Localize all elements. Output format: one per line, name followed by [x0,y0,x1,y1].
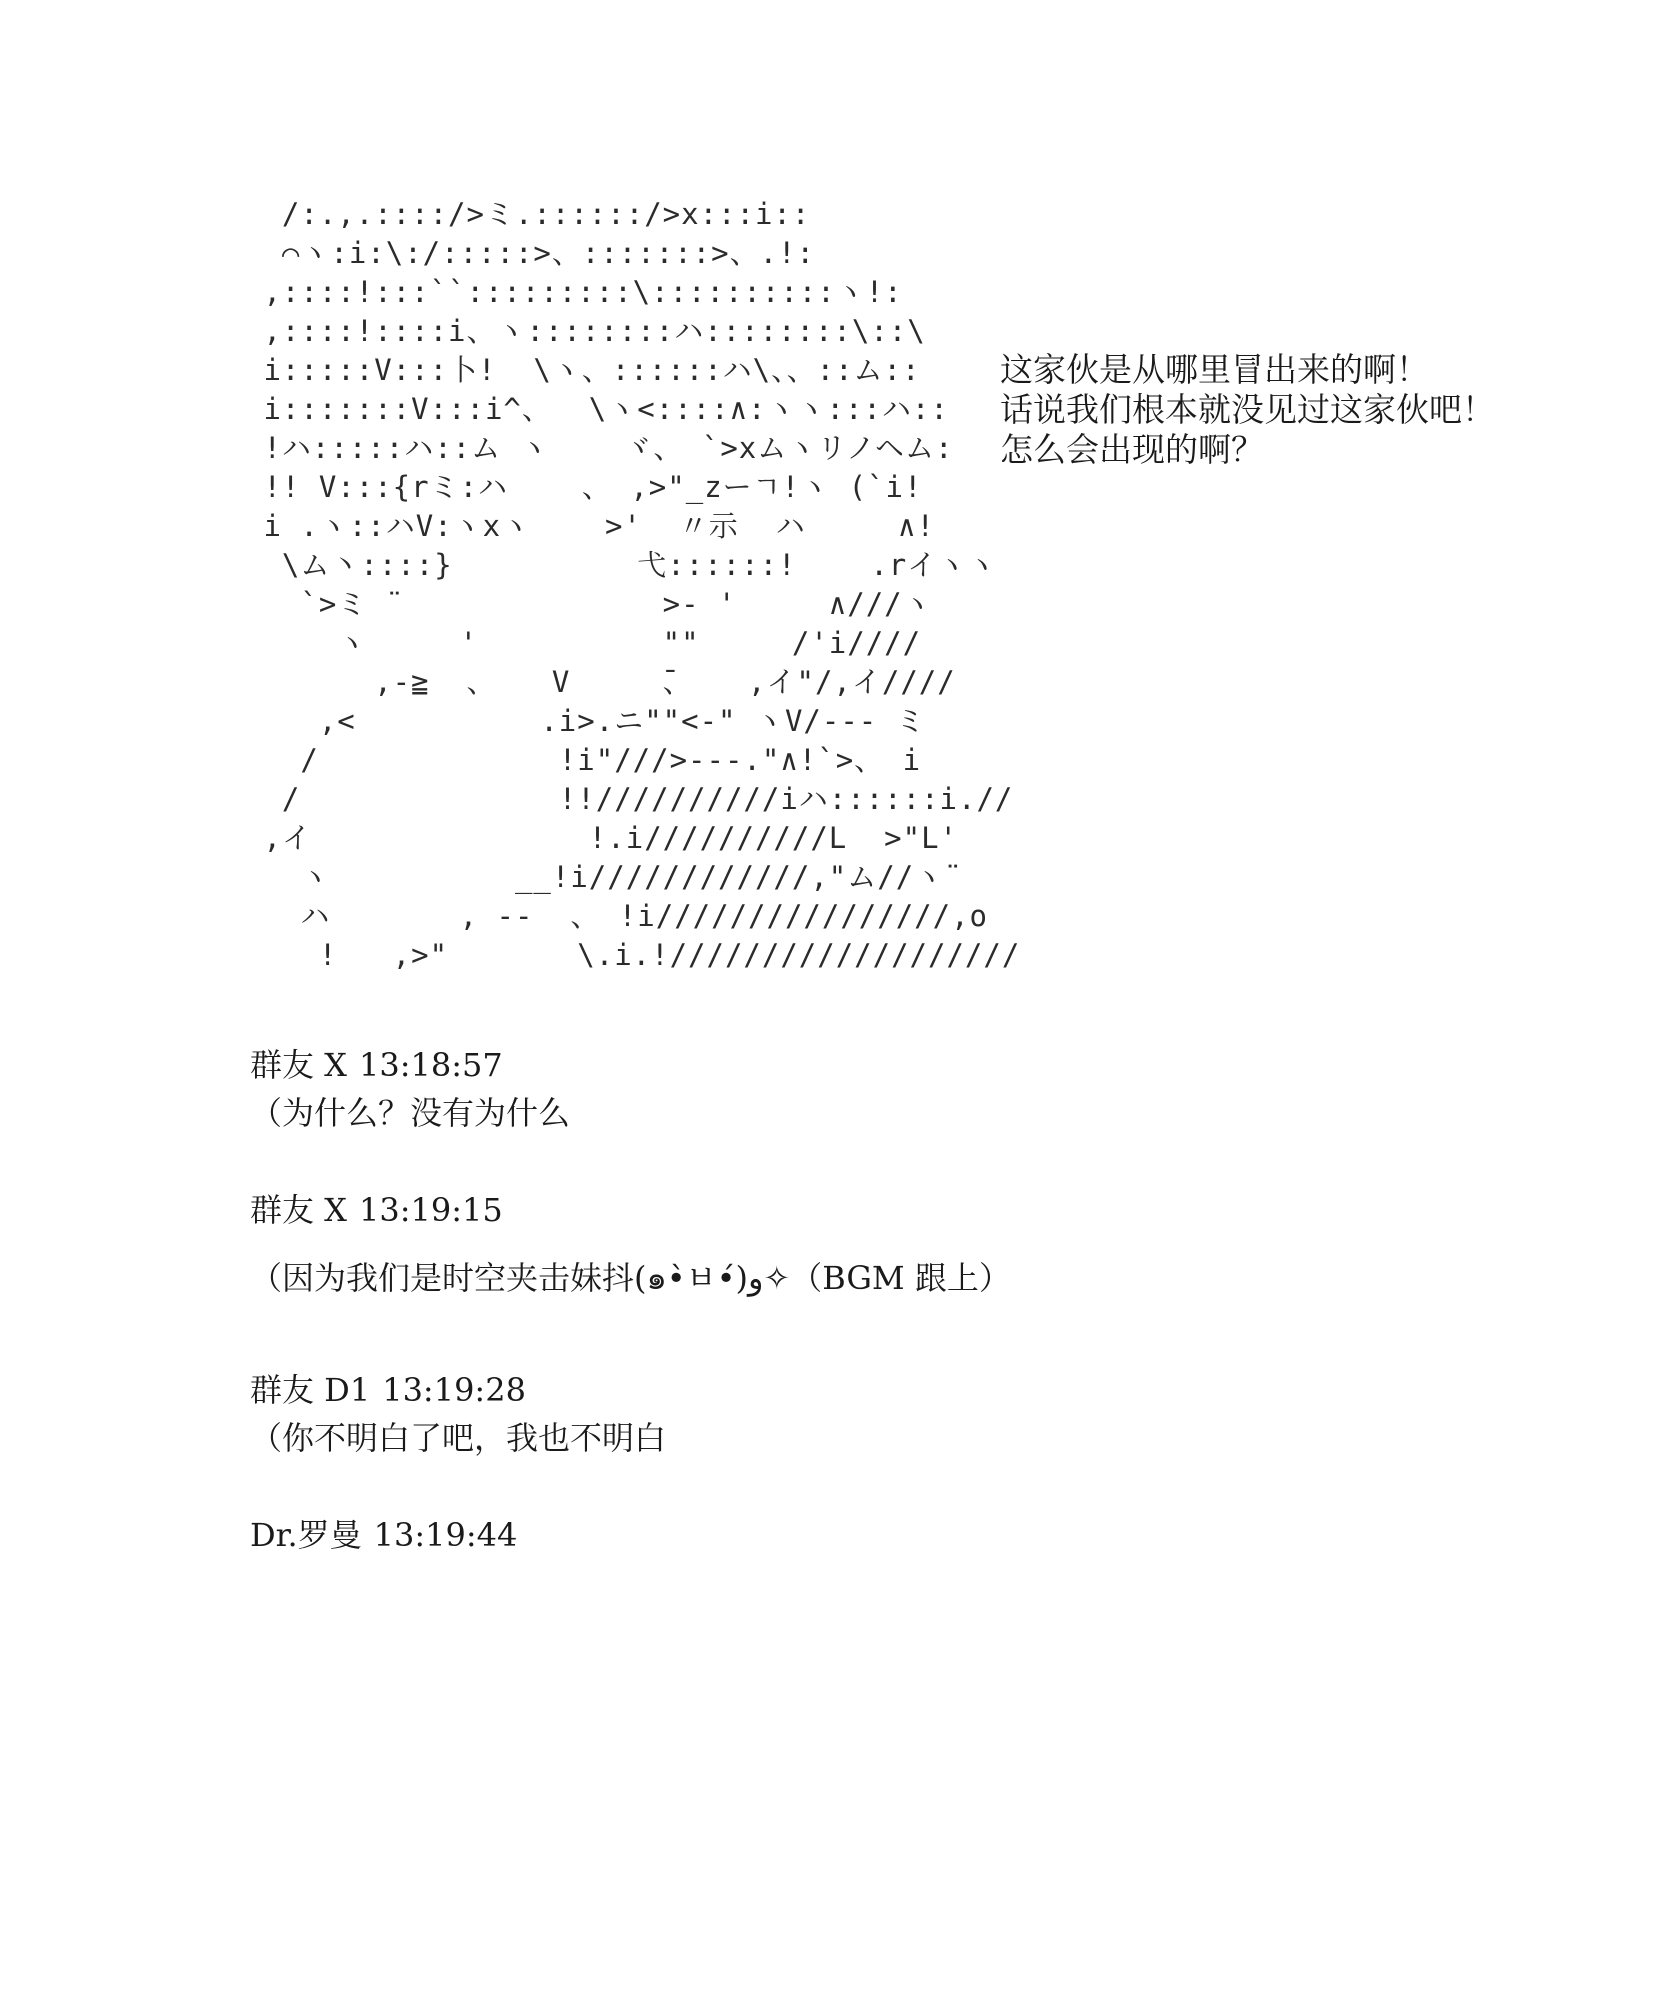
message-header [250,1190,503,1230]
message-body: （因为我们是时空夹击妹抖(๑•̀ㅂ•́)و✧（BGM 跟上） [250,1259,1011,1297]
message-header [250,1045,503,1085]
message-time: 13:19:15 [358,1191,503,1229]
ascii-art-figure: /:.,.::::/>ミ.::::::/>x:::i:: ⌒ヽ:i:\:/:::::>、:::::::>、.!: ,::::!:::``:::::::::\::::::::::ヽ!: ,::::!::::i、ヽ::::::::ハ::::::::\::\ i:::::V:::卜! \ヽ、::::::ハ\、、::ム:: i:::::::V:::i^、 \ヽ<::::∧:ヽヽ:::ハ:: !ハ:::::ハ::ム ヽ ヾ、 `>xムヽリノヘム: !! V:::{rミ:ハ 、 ,>"_zーㄱ!ヽ (`i! i .ヽ::ハV:ヽxヽ >' 〃示 ハ ∧! \ム丶::::} 弋::::::! .rイヽヽ `>ミ ¨ >- ' ∧///ヽ ヽ ' "" /'i//// ,-≧ 、 V ̄、 ,イ"/,イ//// ,< .i>.ニ""<-" ヽV/--- ミ / !i"///>---."∧!`>、 i / !!//////////iハ::::::i.// ,イ !.i//////////L >"L' ヽ __!i////////////,"ム//ヽ¨ ハ , -- 、 !i////////////////,o ! ,>" \.i.!/////////////////// [263,197,1021,972]
speech-line: 这家伙是从哪里冒出来的啊！ [1000,350,1429,389]
message-header [250,1370,526,1410]
message-sender: 群友 X [250,1046,347,1084]
message-time: 13:18:57 [358,1046,503,1084]
message-body: （为什么？没有为什么 [250,1094,571,1132]
message-header [250,1515,517,1555]
speech-line: 怎么会出现的啊？ [1000,430,1264,469]
message-sender: 群友 D1 [250,1371,371,1409]
message-time: 13:19:44 [373,1516,518,1554]
message-time: 13:19:28 [382,1371,526,1409]
message-body: （你不明白了吧，我也不明白 [250,1419,667,1457]
message-sender: Dr.罗曼 [250,1516,362,1554]
speech-text [1000,350,1495,470]
speech-line: 话说我们根本就没见过这家伙吧！ [1000,390,1495,429]
message-sender: 群友 X [250,1191,347,1229]
